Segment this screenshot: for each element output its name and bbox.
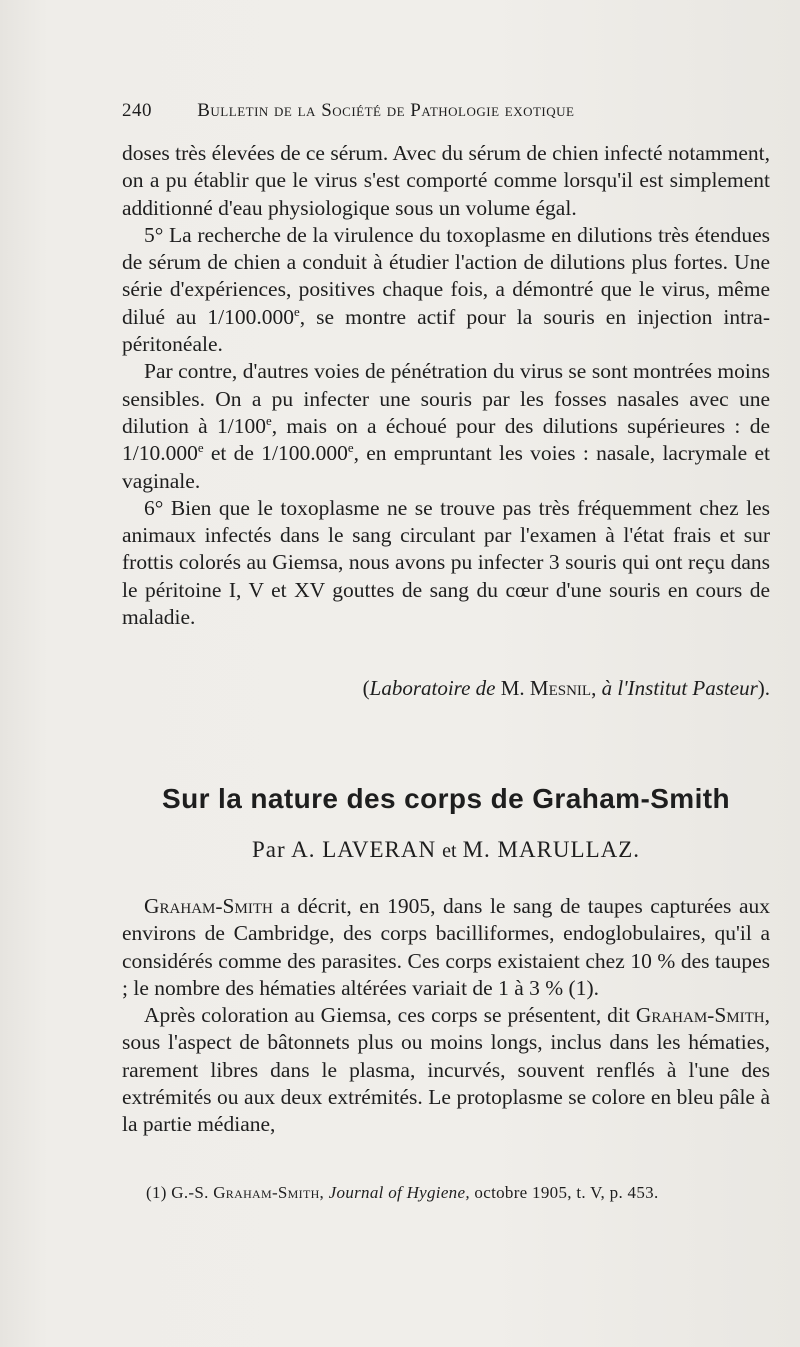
paragraph: Par contre, d'autres voies de pénétration du virus se sont montrées moins sensibles. On a pu infecter une souris par les fosses nasales avec une dilution à 1/100e, mais on a échoué pour des dilutions supérieures : de 1/10.000e et de 1/100.000e, en empruntant les voies : nasale, lacrymale et vaginale. [122, 359, 770, 493]
article-body [122, 893, 770, 1139]
journal-title: Bulletin de la Société de Pathologie exotique [197, 100, 575, 121]
article-title: Sur la nature des corps de Graham-Smith [162, 783, 730, 814]
paragraph: Graham-Smith a décrit, en 1905, dans le sang de taupes capturées aux environs de Cambridge, des corps bacilliformes, endoglobulaires, qu'il a considérés comme des parasites. Ces corps existaient chez 10 % des taupes ; le nombre des hématies altérées variait de 1 à 3 % (1). [122, 894, 770, 1000]
article-authors: Par A. LAVERAN et M. MARULLAZ. [251, 837, 641, 862]
paragraph: Après coloration au Giemsa, ces corps se présentent, dit Graham-Smith, sous l'aspect de bâtonnets plus ou moins longs, inclus dans les hématies, rarement libres dans le plasma, incurvés, souvent renflés à l'une des extrémités ou aux deux extrémités. Le protoplasme se colore en bleu pâle à la partie médiane, [122, 1003, 770, 1137]
paragraph: doses très élevées de ce sérum. Avec du sérum de chien infecté notamment, on a pu établir que le virus s'est comporté comme lorsqu'il est simplement additionné d'eau physiologique sous un volume égal. [122, 141, 770, 220]
page-number: 240 [122, 100, 152, 121]
running-header [122, 100, 682, 122]
paragraph: 5° La recherche de la virulence du toxoplasme en dilutions très étendues de sérum de chien a conduit à étudier l'action de dilutions plus fortes. Une série d'expériences, positives chaque fois, a démontré que le virus, même dilué au 1/100.000e, se montre actif pour la souris en injection intra-péritonéale. [122, 222, 770, 357]
laboratory-signature: (Laboratoire de M. Mesnil, à l'Institut Pasteur). [362, 676, 770, 700]
footnote: (1) G.-S. Graham-Smith, Journal of Hygiene, octobre 1905, t. V, p. 453. [146, 1183, 659, 1202]
previous-article-text [122, 140, 770, 631]
paragraph: 6° Bien que le toxoplasme ne se trouve pas très fréquemment chez les animaux infectés dans le sang circulant par l'examen à l'état frais et sur frottis colorés au Giemsa, nous avons pu infecter 3 souris qui ont reçu dans le péritoine I, V et XV gouttes de sang du cœur d'une souris en cours de maladie. [122, 495, 770, 630]
